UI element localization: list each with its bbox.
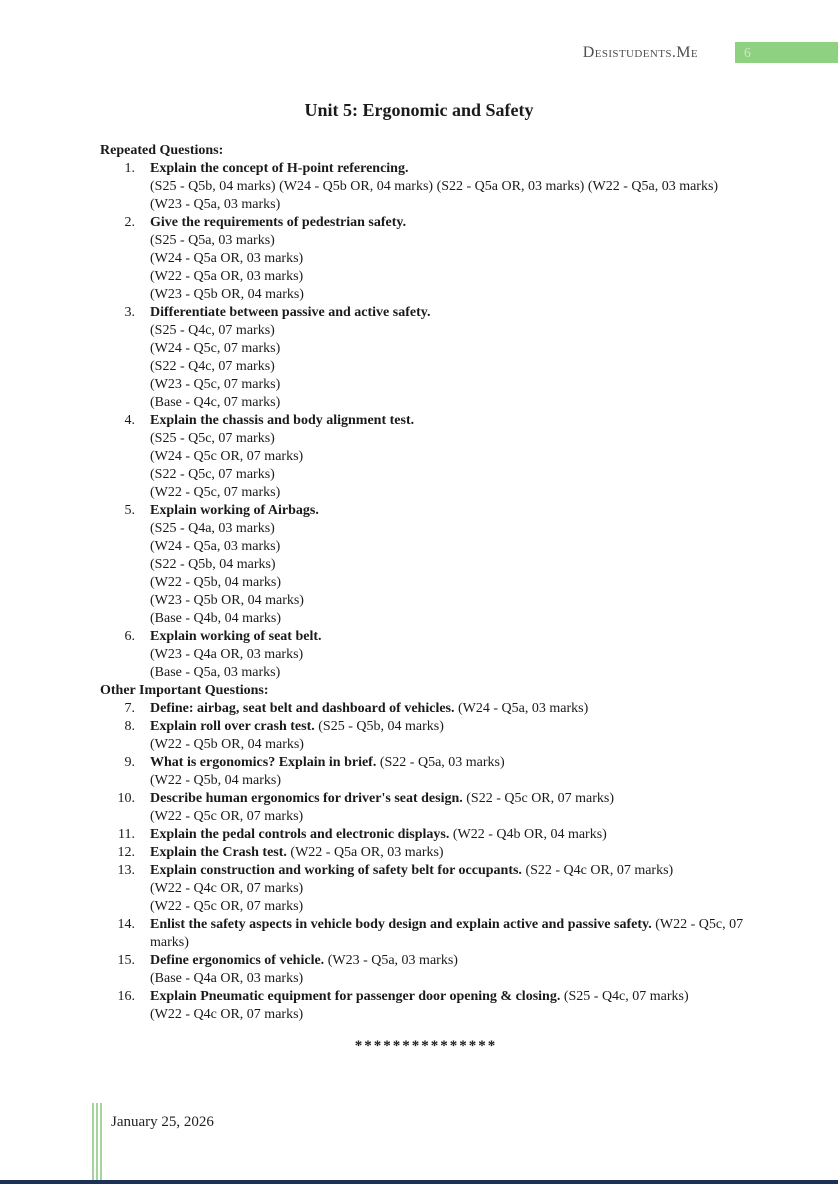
question-marks-inline: (W22 - Q5c, 07 marks) [150, 917, 744, 950]
question-text-line [150, 826, 752, 844]
question-number: 2. [124, 215, 135, 230]
question-text: Explain the Crash test. [150, 845, 287, 860]
question-marks-inline: (S25 - Q5b, 04 marks) [314, 719, 444, 734]
question-item [100, 952, 752, 988]
question-text: Describe human ergonomics for driver's seat design. [150, 791, 463, 806]
question-body [150, 160, 752, 214]
question-marks-line: (W24 - Q5a OR, 03 marks) [150, 251, 304, 266]
question-body [150, 718, 752, 754]
question-marks-line: (W23 - Q5b OR, 04 marks) [150, 287, 304, 302]
question-text-line [150, 952, 752, 970]
question-marks-line: (S25 - Q5a, 03 marks) [150, 233, 275, 248]
question-marks-line: (S25 - Q5b, 04 marks) (W24 - Q5b OR, 04 marks) (S22 - Q5a OR, 03 marks) (W22 - Q5a, 03 marks) (W23 - Q5a, 03 marks) [150, 179, 719, 212]
question-marks-line: (W22 - Q5b, 04 marks) [150, 773, 282, 788]
site-name: Desistudents.Me [582, 44, 698, 61]
question-item [100, 214, 752, 304]
question-text-line [150, 862, 752, 880]
question-marks-line: (W24 - Q5c, 07 marks) [150, 341, 281, 356]
question-body [150, 412, 752, 502]
question-body [150, 790, 752, 826]
question-marks-line: (S22 - Q5c, 07 marks) [150, 467, 275, 482]
question-number: 16. [117, 989, 135, 1004]
question-body [150, 502, 752, 628]
question-body [150, 862, 752, 916]
question-item [100, 916, 752, 952]
question-marks-inline: (S25 - Q4c, 07 marks) [560, 989, 689, 1004]
footer-date: January 25, 2026 [111, 1114, 214, 1130]
question-number: 5. [124, 503, 135, 518]
question-body [150, 628, 752, 682]
question-marks-line: (W23 - Q4a OR, 03 marks) [150, 647, 304, 662]
question-marks-line: (W23 - Q5c, 07 marks) [150, 377, 281, 392]
question-number: 4. [124, 413, 135, 428]
question-body [150, 214, 752, 304]
other-questions-list [100, 700, 752, 1024]
question-number: 13. [117, 863, 135, 878]
question-marks-line: (W22 - Q5b, 04 marks) [150, 575, 282, 590]
bottom-edge-bar [0, 1180, 838, 1184]
question-item [100, 988, 752, 1024]
question-number: 12. [117, 845, 135, 860]
question-number: 9. [124, 755, 135, 770]
question-text: Define ergonomics of vehicle. [150, 953, 325, 968]
question-marks-line: (W24 - Q5c OR, 07 marks) [150, 449, 304, 464]
question-text-line [150, 628, 752, 646]
question-text: Explain roll over crash test. [150, 719, 315, 734]
question-text-line [150, 160, 752, 178]
question-number: 14. [117, 917, 135, 932]
question-number: 7. [124, 701, 135, 716]
question-item [100, 718, 752, 754]
question-marks-line: (W22 - Q4c OR, 07 marks) [150, 881, 304, 896]
question-text-line [150, 412, 752, 430]
question-body [150, 844, 752, 862]
question-marks-inline: (W22 - Q4b OR, 04 marks) [449, 827, 607, 842]
question-item [100, 700, 752, 718]
question-text-line [150, 502, 752, 520]
question-number: 11. [118, 827, 135, 842]
question-number: 15. [117, 953, 135, 968]
question-item [100, 844, 752, 862]
page-number-badge [735, 42, 838, 63]
section-heading-repeated: Repeated Questions: [100, 143, 224, 158]
question-marks-line: (W22 - Q5a OR, 03 marks) [150, 269, 304, 284]
question-text-line [150, 214, 752, 232]
question-body [150, 826, 752, 844]
question-marks-line: (W22 - Q5c OR, 07 marks) [150, 809, 304, 824]
question-marks-line: (Base - Q4a OR, 03 marks) [150, 971, 304, 986]
question-marks-line: (Base - Q4c, 07 marks) [150, 395, 281, 410]
question-text-line [150, 844, 752, 862]
question-item [100, 628, 752, 682]
question-text-line [150, 718, 752, 736]
question-text-line [150, 754, 752, 772]
question-text: Define: airbag, seat belt and dashboard of vehicles. [150, 701, 455, 716]
question-body [150, 916, 752, 952]
question-item [100, 754, 752, 790]
question-text: Explain the concept of H-point referencing. [150, 161, 409, 176]
question-text: Explain construction and working of safety belt for occupants. [150, 863, 522, 878]
question-text-line [150, 790, 752, 808]
question-marks-line: (S25 - Q4c, 07 marks) [150, 323, 275, 338]
question-item [100, 502, 752, 628]
question-number: 3. [124, 305, 135, 320]
question-text: Explain Pneumatic equipment for passenger door opening & closing. [150, 989, 561, 1004]
question-marks-line: (W22 - Q4c OR, 07 marks) [150, 1007, 304, 1022]
question-marks-line: (W24 - Q5a, 03 marks) [150, 539, 281, 554]
question-body [150, 952, 752, 988]
question-marks-inline: (S22 - Q5a, 03 marks) [376, 755, 505, 770]
question-marks-inline: (S22 - Q4c OR, 07 marks) [521, 863, 674, 878]
question-number: 6. [124, 629, 135, 644]
question-text: Give the requirements of pedestrian safety. [150, 215, 407, 230]
question-marks-line: (W22 - Q5c OR, 07 marks) [150, 899, 304, 914]
question-text: Explain working of seat belt. [150, 629, 322, 644]
question-text: What is ergonomics? Explain in brief. [150, 755, 377, 770]
page-title: Unit 5: Ergonomic and Safety [304, 100, 534, 120]
question-number: 1. [124, 161, 135, 176]
page-number: 6 [744, 45, 751, 60]
question-marks-line: (S22 - Q5b, 04 marks) [150, 557, 276, 572]
question-marks-inline: (W24 - Q5a, 03 marks) [454, 701, 589, 716]
question-marks-line: (W22 - Q5c, 07 marks) [150, 485, 281, 500]
question-marks-line: (S25 - Q5c, 07 marks) [150, 431, 275, 446]
question-marks-line: (W22 - Q5b OR, 04 marks) [150, 737, 304, 752]
question-text: Enlist the safety aspects in vehicle body design and explain active and passive safety. [150, 917, 652, 932]
question-text: Differentiate between passive and active safety. [150, 305, 431, 320]
question-number: 10. [117, 791, 135, 806]
question-body [150, 754, 752, 790]
question-marks-line: (Base - Q4b, 04 marks) [150, 611, 282, 626]
section-heading-other: Other Important Questions: [100, 683, 269, 698]
question-marks-inline: (W23 - Q5a, 03 marks) [324, 953, 458, 968]
asterisk-separator: *************** [354, 1038, 498, 1054]
question-marks-line: (Base - Q5a, 03 marks) [150, 665, 281, 680]
question-text-line [150, 988, 752, 1006]
question-body [150, 304, 752, 412]
question-marks-inline: (S22 - Q5c OR, 07 marks) [462, 791, 615, 806]
question-text-line [150, 916, 752, 952]
question-item [100, 412, 752, 502]
question-text: Explain the chassis and body alignment test. [150, 413, 415, 428]
questions-content [100, 142, 752, 1055]
question-item [100, 304, 752, 412]
question-body [150, 700, 752, 718]
footer-green-lines-decoration [92, 1103, 102, 1184]
question-item [100, 790, 752, 826]
question-body [150, 988, 752, 1024]
question-text-line [150, 304, 752, 322]
repeated-questions-list [100, 160, 752, 682]
question-text: Explain the pedal controls and electronic displays. [150, 827, 450, 842]
question-item [100, 862, 752, 916]
question-marks-line: (S25 - Q4a, 03 marks) [150, 521, 275, 536]
question-item [100, 826, 752, 844]
question-number: 8. [124, 719, 135, 734]
question-item [100, 160, 752, 214]
question-text: Explain working of Airbags. [150, 503, 319, 518]
question-marks-line: (S22 - Q4c, 07 marks) [150, 359, 275, 374]
question-marks-line: (W23 - Q5b OR, 04 marks) [150, 593, 304, 608]
question-marks-inline: (W22 - Q5a OR, 03 marks) [286, 845, 444, 860]
question-text-line [150, 700, 752, 718]
